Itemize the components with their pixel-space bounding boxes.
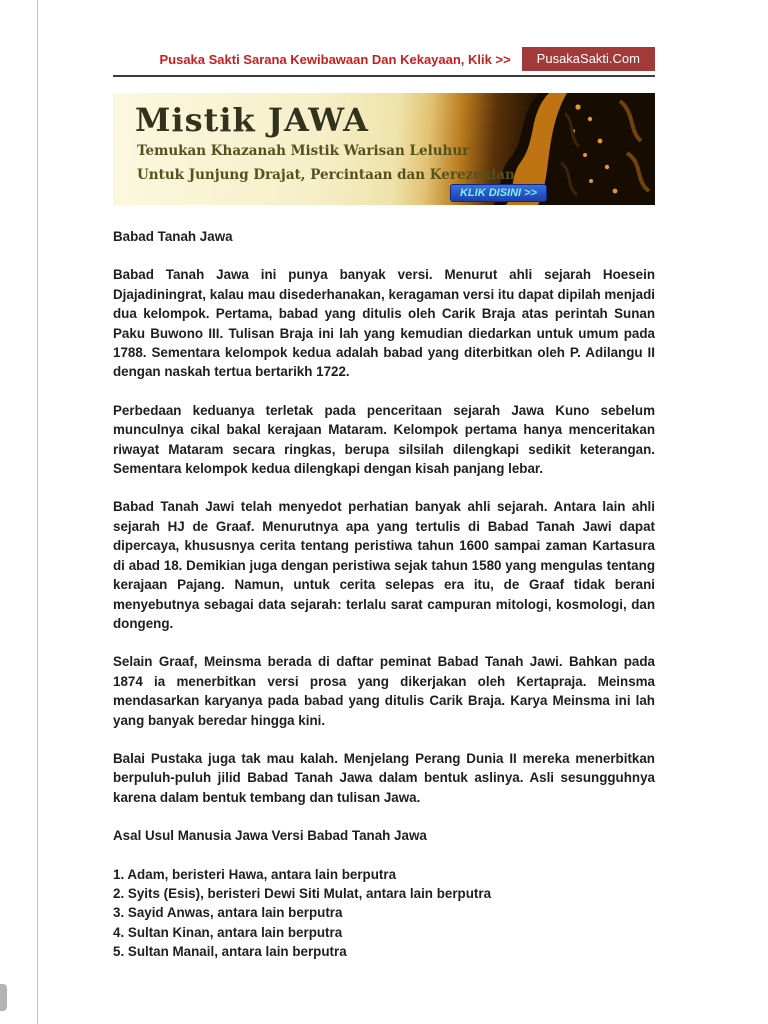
genealogy-item: 2. Syits (Esis), beristeri Dewi Siti Mulat, antara lain berputra: [113, 885, 492, 901]
genealogy-item: 1. Adam, beristeri Hawa, antara lain berputra: [113, 866, 397, 882]
site-button[interactable]: PusakaSakti.Com: [522, 47, 655, 71]
klik-disini-button[interactable]: KLIK DISINI >>: [450, 184, 547, 202]
paragraph: Babad Tanah Jawa ini punya banyak versi. Menurut ahli sejarah Hoesein Djajadiningrat, kalau mau disederhanakan, keragaman versi itu dapat dipilah menjadi dua kelompok. Pertama, babad yang ditulis oleh Carik Braja atas perintah Sunan Paku Buwono III. Tulisan Braja ini lah yang kemudian diedarkan untuk umum pada 1788. Sementara kelompok kedua adalah babad yang diterbitkan oleh P. Adilangu II dengan naskah tertua bertarikh 1722.: [113, 267, 655, 380]
article-heading: Babad Tanah Jawa: [113, 229, 233, 244]
banner-tagline-2: Untuk Junjung Drajat, Percintaan dan Kerezekian: [137, 167, 515, 183]
paragraph: Perbedaan keduanya terletak pada penceritaan sejarah Jawa Kuno sebelum munculnya cikal bakal kerajaan Mataram. Kelompok pertama hanya menceritakan riwayat Mataram secara ringkas, berupa silsilah dilengkapi sedikit keterangan. Sementara kelompok kedua dilengkapi dengan kisah panjang lebar.: [113, 402, 655, 477]
page-content: [113, 0, 655, 962]
banner-title: Mistik JAWA: [135, 101, 369, 139]
genealogy-item: 4. Sultan Kinan, antara lain berputra: [113, 924, 343, 940]
genealogy-item: 5. Sultan Manail, antara lain berputra: [113, 944, 347, 960]
article-subheading: Asal Usul Manusia Jawa Versi Babad Tanah Jawa: [113, 828, 427, 844]
ad-topbar: [113, 46, 655, 72]
ad-link[interactable]: Pusaka Sakti Sarana Kewibawaan Dan Kekayaan, Klik >>: [159, 51, 511, 67]
genealogy-list: [113, 865, 655, 962]
paragraph: Balai Pustaka juga tak mau kalah. Menjelang Perang Dunia II mereka menerbitkan berpuluh-puluh jilid Babad Tanah Jawa dalam bentuk aslinya. Asli sesungguhnya karena dalam bentuk tembang dan tulisan Jawa.: [113, 750, 655, 805]
topbar-divider: [113, 75, 655, 77]
paragraph: Selain Graaf, Meinsma berada di daftar peminat Babad Tanah Jawi. Bahkan pada 1874 ia menerbitkan versi prosa yang dikerjakan oleh Kertapraja. Meinsma mendasarkan karyanya pada babad yang ditulis Carik Braja. Karya Meinsma ini lah yang banyak beredar hingga kini.: [113, 654, 655, 728]
article-body: [113, 227, 655, 962]
page-margin-line: [37, 0, 38, 1024]
ad-banner[interactable]: [113, 93, 655, 205]
scrollbar-thumb[interactable]: [0, 984, 7, 1011]
banner-tagline-1: Temukan Khazanah Mistik Warisan Leluhur: [137, 143, 470, 159]
genealogy-item: 3. Sayid Anwas, antara lain berputra: [113, 905, 343, 921]
paragraph: Babad Tanah Jawi telah menyedot perhatian banyak ahli sejarah. Antara lain ahli sejarah HJ de Graaf. Menurutnya apa yang tertulis di Babad Tanah Jawi dapat dipercaya, khususnya cerita tentang peristiwa tahun 1600 sampai zaman Kartasura di abad 18. Demikian juga dengan peristiwa sejak tahun 1580 yang mengulas tentang kerajaan Pajang. Namun, untuk cerita selepas era itu, de Graaf tidak berani menyebutnya sebagai data sejarah: terlalu sarat campuran mitologi, kosmologi, dan dongeng.: [113, 499, 655, 631]
